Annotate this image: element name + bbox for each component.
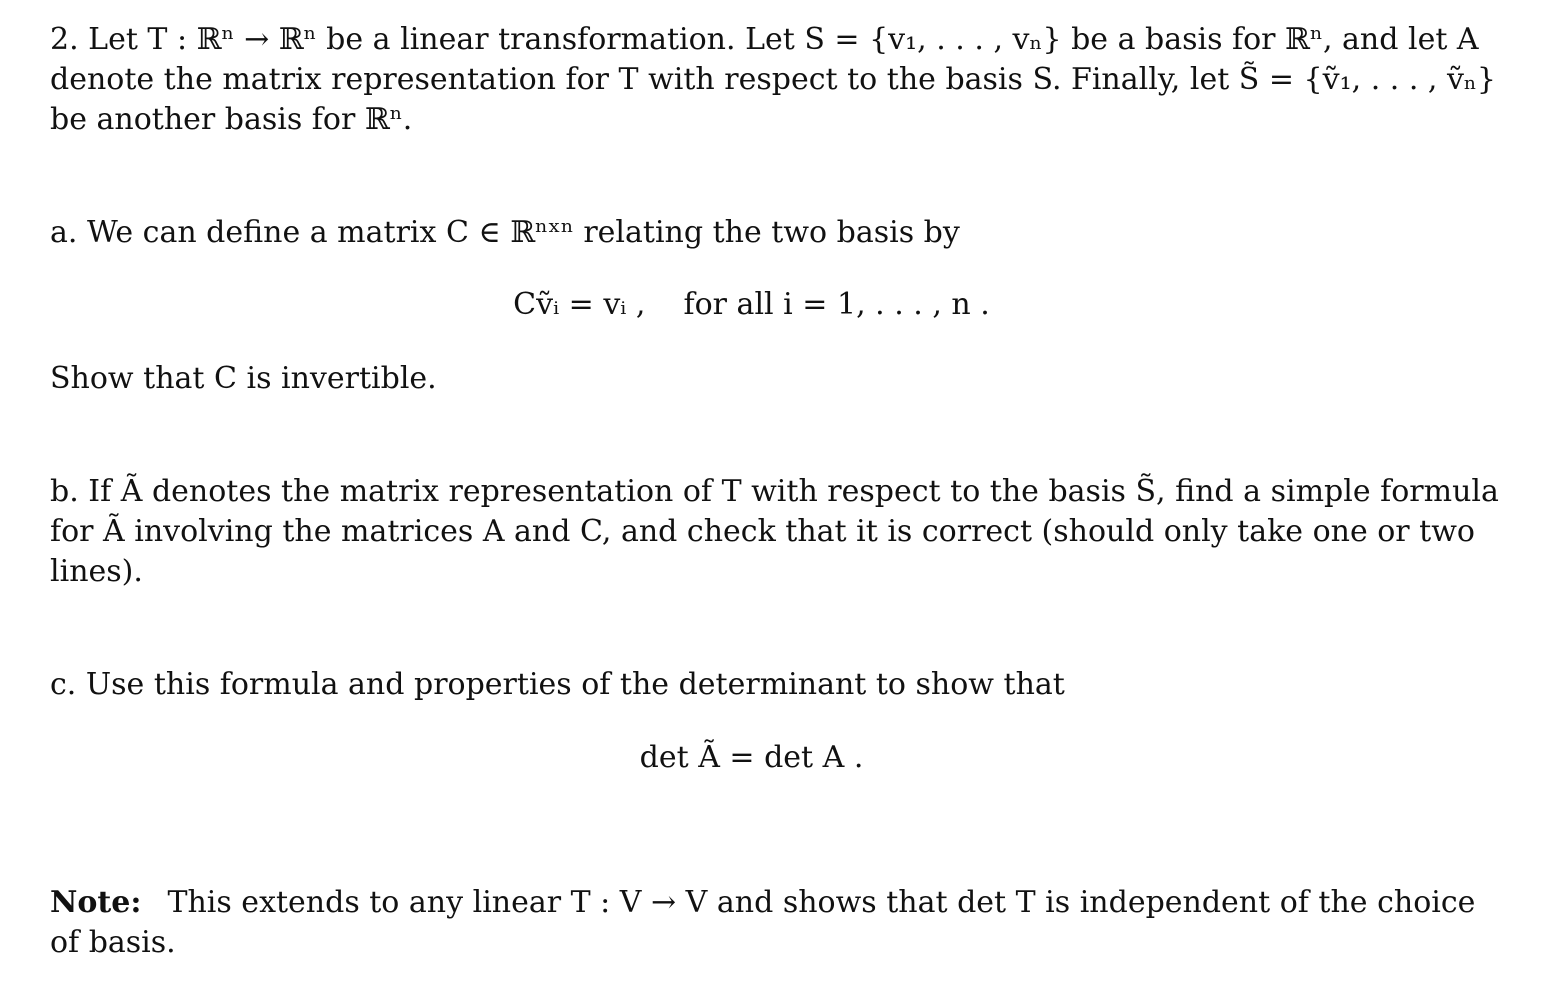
problem-line-2: denote the matrix representation for T with respect to the basis S. Finally, let S̃ = {ṽ₁, . . . , ṽₙ} [50, 62, 1496, 97]
part-a-line-2: Show that C is invertible. [50, 361, 437, 396]
part-a-equation: Cṽᵢ = vᵢ , for all i = 1, . . . , n . [513, 287, 990, 322]
note-line-2: of basis. [50, 925, 176, 960]
problem-line-3: be another basis for ℝⁿ. [50, 102, 413, 137]
note-label: Note: [50, 885, 142, 920]
note-line-1: This extends to any linear T : V → V and shows that det T is independent of the choice [167, 885, 1476, 920]
problem-line-1: 2. Let T : ℝⁿ → ℝⁿ be a linear transformation. Let S = {v₁, . . . , vₙ} be a basis for ℝⁿ, and let A [50, 22, 1479, 57]
part-a-line-1: a. We can define a matrix C ∈ ℝⁿˣⁿ relating the two basis by [50, 215, 960, 250]
part-b-line-3: lines). [50, 554, 143, 589]
part-c-line-1: c. Use this formula and properties of the determinant to show that [50, 667, 1065, 702]
part-b-line-1: b. If Ã denotes the matrix representation of T with respect to the basis S̃, find a simple formula [50, 474, 1499, 509]
note-line-1-row [50, 883, 1476, 923]
part-b-line-2: for Ã involving the matrices A and C, and check that it is correct (should only take one or two [50, 514, 1475, 549]
part-c-equation: det Ã = det A . [639, 740, 864, 775]
